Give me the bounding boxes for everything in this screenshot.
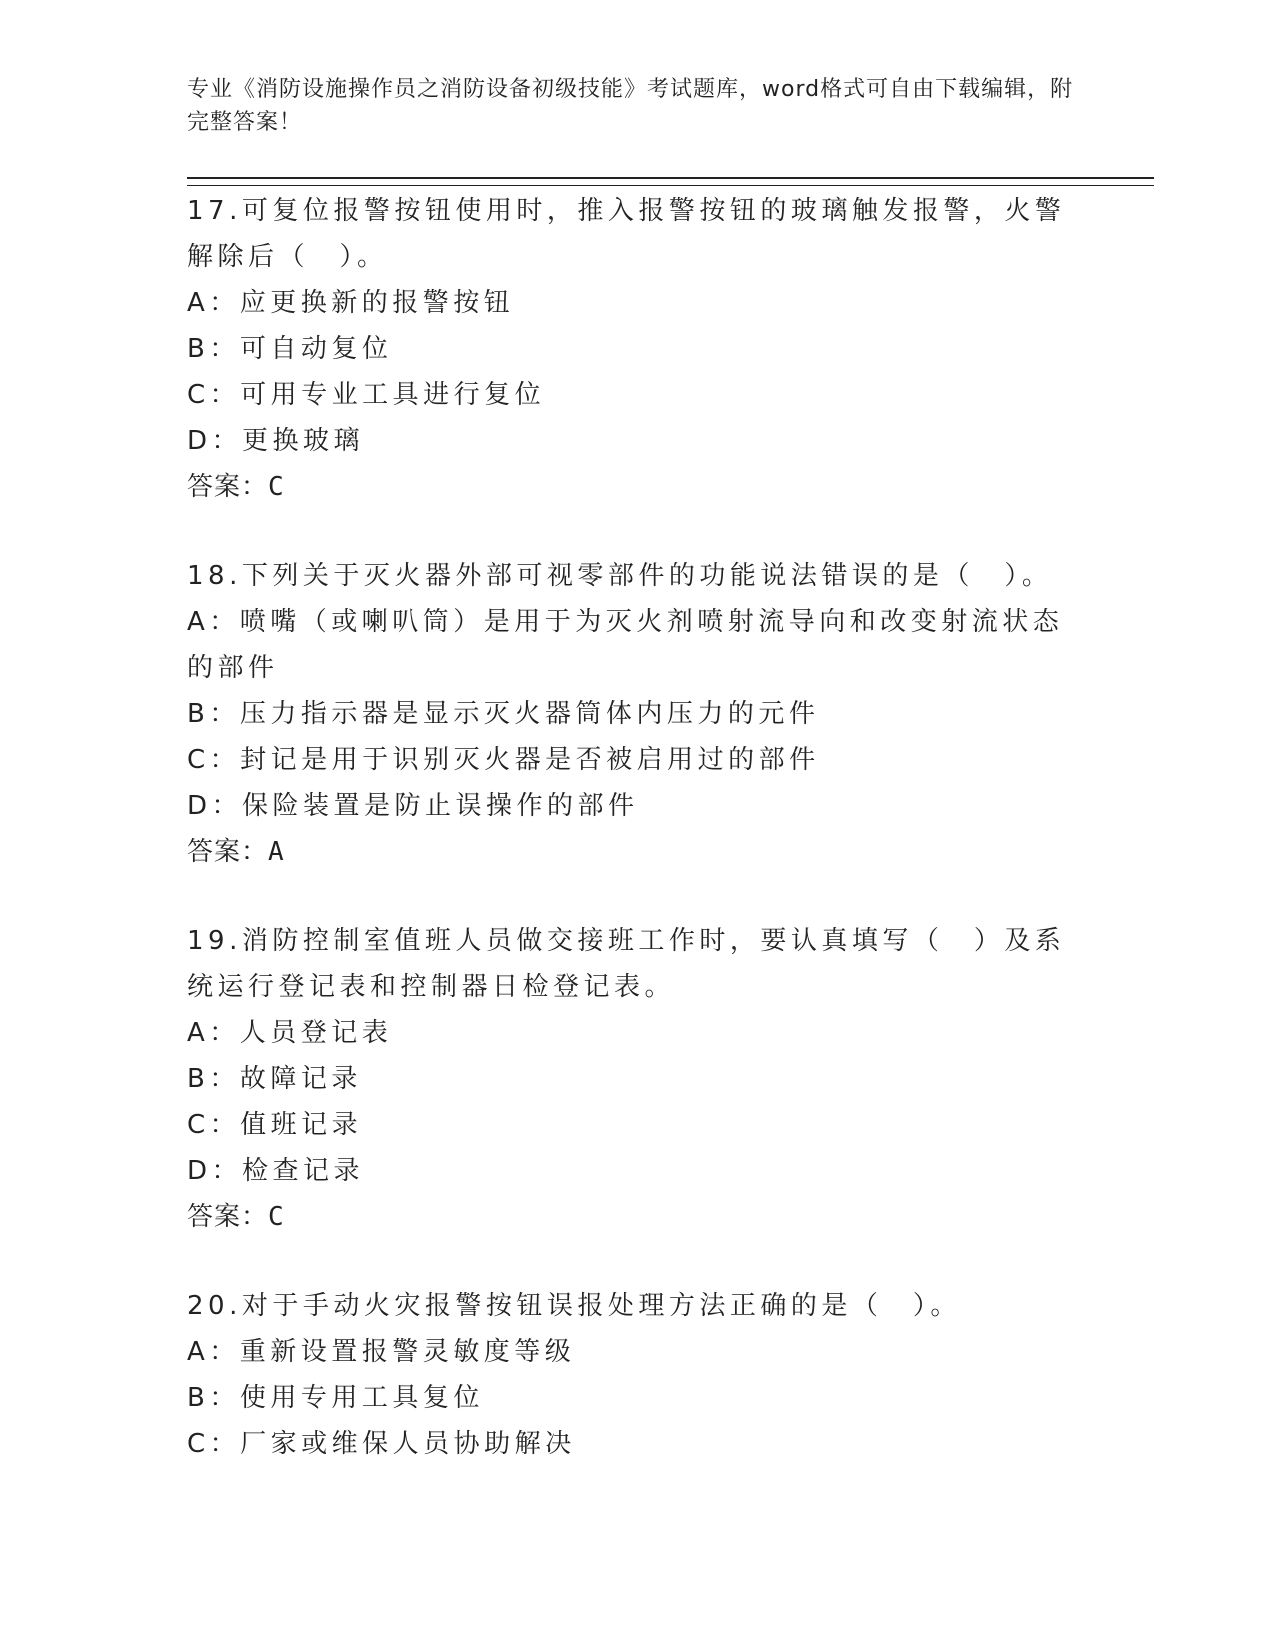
answer-value: C	[268, 472, 284, 502]
option-b: B：使用专用工具复位	[187, 1383, 484, 1413]
option-c: C：厂家或维保人员协助解决	[187, 1429, 576, 1459]
option-c: C：封记是用于识别灭火器是否被启用过的部件	[187, 745, 820, 775]
question-19	[187, 918, 1077, 1240]
answer-value: C	[268, 1202, 284, 1232]
option-b: B：压力指示器是显示灭火器筒体内压力的元件	[187, 699, 820, 729]
question-list	[187, 188, 1077, 1510]
answer-label: 答案：	[187, 472, 269, 502]
option-a: A：应更换新的报警按钮	[187, 288, 515, 318]
option-c: C：可用专业工具进行复位	[187, 380, 546, 410]
answer-value: A	[268, 837, 284, 867]
question-17	[187, 188, 1077, 510]
option-a: A：喷嘴（或喇叭筒）是用于为灭火剂喷射流导向和改变射流状态的部件	[187, 607, 1064, 683]
option-b: B：可自动复位	[187, 334, 393, 364]
option-a: A：重新设置报警灵敏度等级	[187, 1337, 576, 1367]
question-stem: 20.对于手动火灾报警按钮误报处理方法正确的是（ ）。	[187, 1291, 961, 1321]
option-d: D：检查记录	[187, 1156, 365, 1186]
answer-line	[187, 1194, 1077, 1240]
answer-label: 答案：	[187, 837, 269, 867]
document-header-note: 专业《消防设施操作员之消防设备初级技能》考试题库，word格式可自由下载编辑，附完整答案！	[187, 77, 1074, 135]
answer-line	[187, 829, 1077, 875]
option-d: D：保险装置是防止误操作的部件	[187, 791, 639, 821]
option-c: C：值班记录	[187, 1110, 363, 1140]
answer-line	[187, 464, 1077, 510]
option-a: A：人员登记表	[187, 1018, 393, 1048]
question-stem: 17.可复位报警按钮使用时，推入报警按钮的玻璃触发报警，火警解除后（ ）。	[187, 196, 1066, 272]
header-divider	[187, 177, 1154, 186]
option-d: D：更换玻璃	[187, 426, 365, 456]
question-18	[187, 553, 1077, 875]
question-stem: 19.消防控制室值班人员做交接班工作时，要认真填写（ ）及系统运行登记表和控制器日检登记表。	[187, 926, 1066, 1002]
question-stem: 18.下列关于灭火器外部可视零部件的功能说法错误的是（ ）。	[187, 561, 1053, 591]
question-20	[187, 1283, 1077, 1467]
answer-label: 答案：	[187, 1202, 269, 1232]
option-b: B：故障记录	[187, 1064, 362, 1094]
